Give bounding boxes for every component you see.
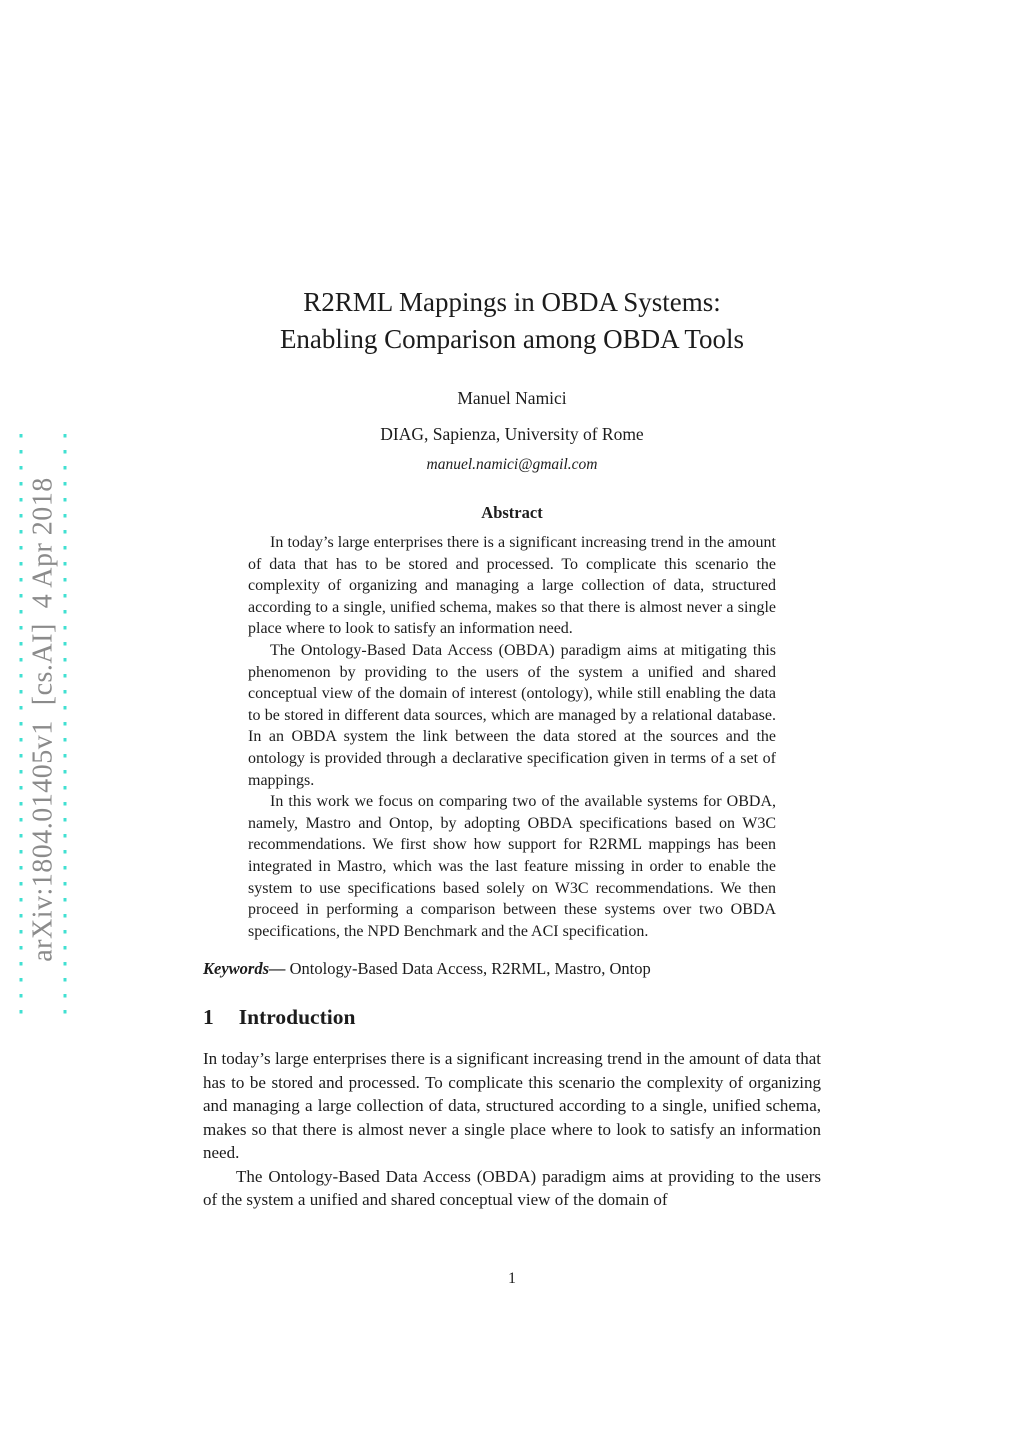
keywords-label: Keywords—: [203, 959, 286, 979]
introduction-paragraph-1: In today’s large enterprises there is a significant increasing trend in the amount of data that has to be stored and processed. To complicate this scenario the complexity of organizing and managing a large collection of data, structured according to a single, unified schema, makes so that there is almost never a single place where to look to satisfy an information need.: [203, 1049, 821, 1163]
section-number: 1: [203, 1005, 214, 1030]
arxiv-watermark-text: arXiv:1804.01405v1 [cs.AI] 4 Apr 2018: [27, 477, 58, 962]
paper-title-line-2: Enabling Comparison among OBDA Tools: [279, 324, 745, 354]
abstract-section: [248, 503, 776, 942]
abstract-heading: Abstract: [481, 503, 543, 522]
abstract-paragraph-1: In today’s large enterprises there is a significant increasing trend in the amount of data that has to be stored and processed. To complicate this scenario the complexity of organizing and managing a large collection of data, structured according to a single, unified schema, makes so that there is almost never a single place where to look to satisfy an information need.: [248, 534, 776, 638]
watermark-dashed-line-2: [64, 426, 67, 1014]
arxiv-watermark: [20, 426, 67, 1014]
author-email: manuel.namici@gmail.com: [426, 456, 598, 473]
author-affiliation: DIAG, Sapienza, University of Rome: [380, 424, 644, 444]
page-number: 1: [508, 1270, 516, 1287]
section-title: Introduction: [238, 1005, 356, 1030]
abstract-paragraph-2: The Ontology-Based Data Access (OBDA) paradigm aims at mitigating this phenomenon by providing to the users of the system a unified and shared conceptual view of the domain of interest (ontology), while still enabling the data to be stored in different data sources, which are managed by a relational database. In an OBDA system the link between the data stored at the sources and the ontology is provided through a declarative specification given in terms of a set of mappings.: [248, 641, 776, 789]
keywords-text: Ontology-Based Data Access, R2RML, Mastro, Ontop: [285, 959, 651, 979]
paper-body: [203, 284, 821, 1212]
abstract-paragraph-3: In this work we focus on comparing two of the available systems for OBDA, namely, Mastro and Ontop, by adopting OBDA specifications based on W3C recommendations. We first show how support for R2RML mappings has been integrated in Mastro, which was the last feature missing in order to enable the system to use specifications based solely on W3C recommendations. We then proceed in performing a comparison between these systems over two OBDA specifications, the NPD Benchmark and the ACI specification.: [248, 793, 776, 940]
paper-title-line-1: R2RML Mappings in OBDA Systems:: [303, 287, 721, 317]
watermark-dashed-line-1: [20, 426, 23, 1014]
keywords-line: [203, 959, 821, 979]
author-name: Manuel Namici: [457, 388, 567, 408]
paper-title: [203, 284, 821, 358]
introduction-paragraph-2: The Ontology-Based Data Access (OBDA) paradigm aims at providing to the users of the system a unified and shared conceptual view of the domain of: [203, 1166, 821, 1210]
section-heading-introduction: [203, 1005, 821, 1030]
